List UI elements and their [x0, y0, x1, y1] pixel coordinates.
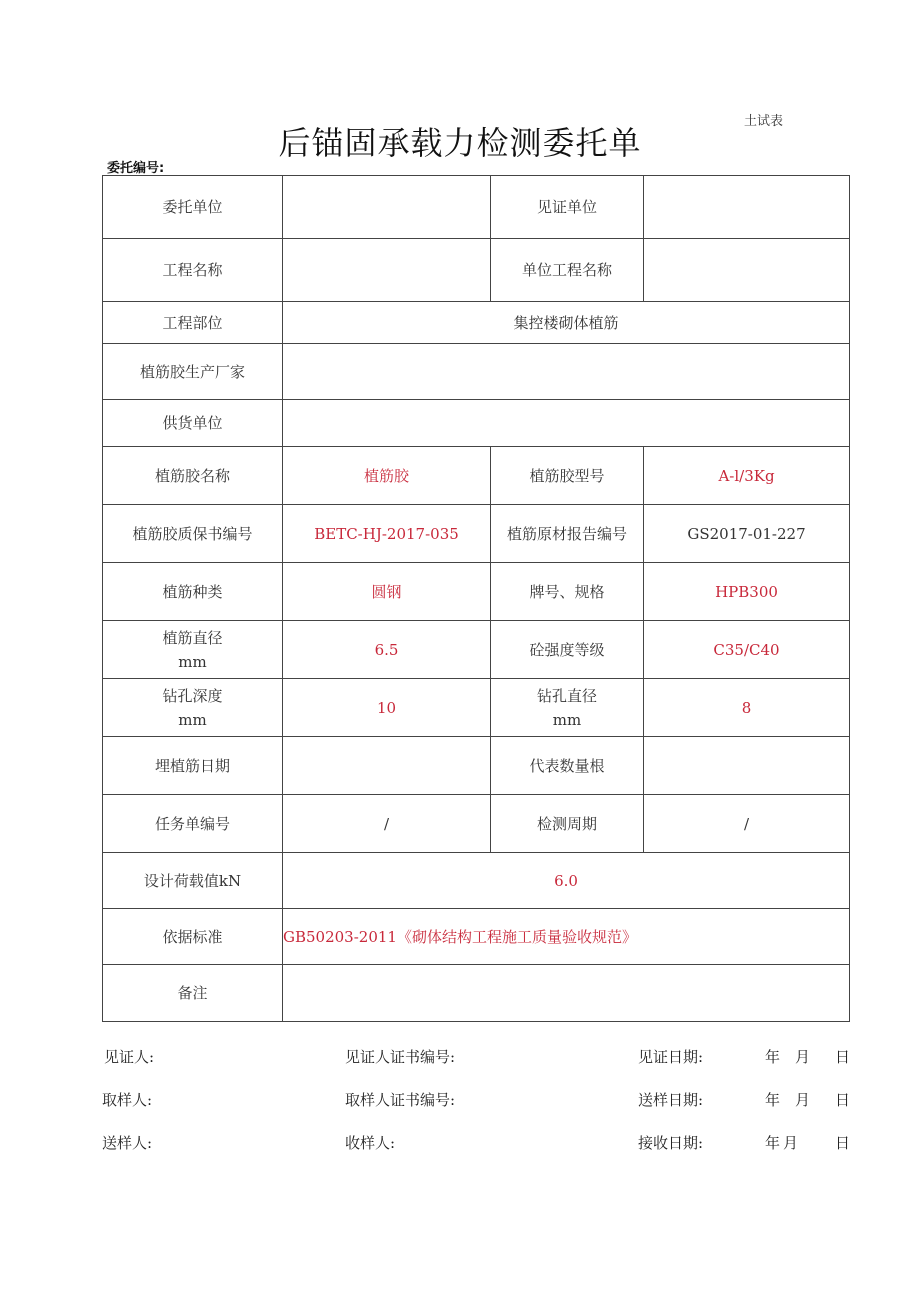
task-no-field[interactable]: /	[283, 795, 491, 853]
receive-date-label: 接收日期:	[638, 1134, 704, 1152]
unit-project-field[interactable]	[644, 239, 850, 302]
client-field[interactable]	[283, 176, 491, 239]
standard-field[interactable]: GB50203-2011《砌体结构工程施工质量验收规范》	[283, 909, 850, 965]
drill-depth-unit: mm	[178, 710, 207, 729]
sampler-cert-no-label: 取样人证书编号:	[345, 1091, 456, 1109]
concrete-grade-label: 砼强度等级	[491, 621, 644, 679]
drill-dia-label: 钻孔直径	[536, 686, 597, 705]
glue-name-field[interactable]: 植筋胶	[283, 447, 491, 505]
send-date-month: 月	[795, 1091, 811, 1109]
rebar-dia-label-cell	[103, 621, 283, 679]
rebar-type-field[interactable]: 圆钢	[283, 563, 491, 621]
rep-qty-field[interactable]	[644, 737, 850, 795]
glue-cert-label: 植筋胶质保书编号	[103, 505, 283, 563]
embed-date-field[interactable]	[283, 737, 491, 795]
drill-depth-label-cell	[103, 679, 283, 737]
concrete-grade-field[interactable]: C35/C40	[644, 621, 850, 679]
project-name-label: 工程名称	[103, 239, 283, 302]
witness-cert-no-label: 见证人证书编号:	[345, 1048, 456, 1066]
project-part-label: 工程部位	[103, 302, 283, 344]
embed-date-label: 埋植筋日期	[103, 737, 283, 795]
sender-label: 送样人:	[102, 1134, 153, 1152]
remarks-label: 备注	[103, 965, 283, 1022]
witness-unit-label: 见证单位	[491, 176, 644, 239]
supplier-label: 供货单位	[103, 400, 283, 447]
witness-date-label: 见证日期:	[638, 1048, 704, 1066]
glue-cert-field[interactable]: BETC-HJ-2017-035	[283, 505, 491, 563]
drill-dia-unit: mm	[552, 710, 582, 729]
task-no-label: 任务单编号	[103, 795, 283, 853]
glue-model-field[interactable]: A-l/3Kg	[644, 447, 850, 505]
project-part-field[interactable]: 集控楼砌体植筋	[283, 302, 850, 344]
receive-date-day: 日	[835, 1134, 851, 1152]
rebar-type-label: 植筋种类	[103, 563, 283, 621]
rebar-dia-label: 植筋直径	[162, 628, 223, 647]
witness-person-label: 见证人:	[104, 1048, 155, 1066]
test-period-label: 检测周期	[491, 795, 644, 853]
drill-dia-label-cell	[491, 679, 644, 737]
rebar-report-field[interactable]: GS2017-01-227	[644, 505, 850, 563]
drill-dia-field[interactable]: 8	[644, 679, 850, 737]
send-date-day: 日	[835, 1091, 851, 1109]
form-code: 土试表	[744, 114, 784, 129]
witness-unit-field[interactable]	[644, 176, 850, 239]
remarks-field[interactable]	[283, 965, 850, 1022]
witness-date-day: 日	[835, 1048, 851, 1066]
manufacturer-label: 植筋胶生产厂家	[103, 344, 283, 400]
sampler-label: 取样人:	[102, 1091, 153, 1109]
receive-date-year: 年	[765, 1134, 781, 1152]
witness-date-month: 月	[795, 1048, 811, 1066]
glue-name-label: 植筋胶名称	[103, 447, 283, 505]
send-date-label: 送样日期:	[638, 1091, 704, 1109]
rep-qty-label: 代表数量根	[491, 737, 644, 795]
manufacturer-field[interactable]	[283, 344, 850, 400]
test-period-field[interactable]: /	[644, 795, 850, 853]
unit-project-label: 单位工程名称	[491, 239, 644, 302]
rebar-report-label: 植筋原材报告编号	[491, 505, 644, 563]
witness-date-year: 年	[765, 1048, 781, 1066]
send-date-year: 年	[765, 1091, 781, 1109]
grade-spec-field[interactable]: HPB300	[644, 563, 850, 621]
rebar-dia-unit: mm	[178, 652, 207, 671]
page-title: 后锚固承载力检测委托单	[278, 124, 642, 162]
drill-depth-label: 钻孔深度	[162, 686, 223, 705]
design-load-field[interactable]: 6.0	[283, 853, 850, 909]
receive-date-month: 月	[783, 1134, 799, 1152]
supplier-field[interactable]	[283, 400, 850, 447]
rebar-dia-field[interactable]: 6.5	[283, 621, 491, 679]
receiver-label: 收样人:	[345, 1134, 396, 1152]
entrust-form-table	[102, 175, 850, 1022]
drill-depth-field[interactable]: 10	[283, 679, 491, 737]
standard-label: 依据标准	[103, 909, 283, 965]
project-name-field[interactable]	[283, 239, 491, 302]
entrust-no-label: 委托编号:	[107, 161, 165, 176]
glue-model-label: 植筋胶型号	[491, 447, 644, 505]
design-load-label: 设计荷载值kN	[103, 853, 283, 909]
client-label: 委托单位	[103, 176, 283, 239]
grade-spec-label: 牌号、规格	[491, 563, 644, 621]
